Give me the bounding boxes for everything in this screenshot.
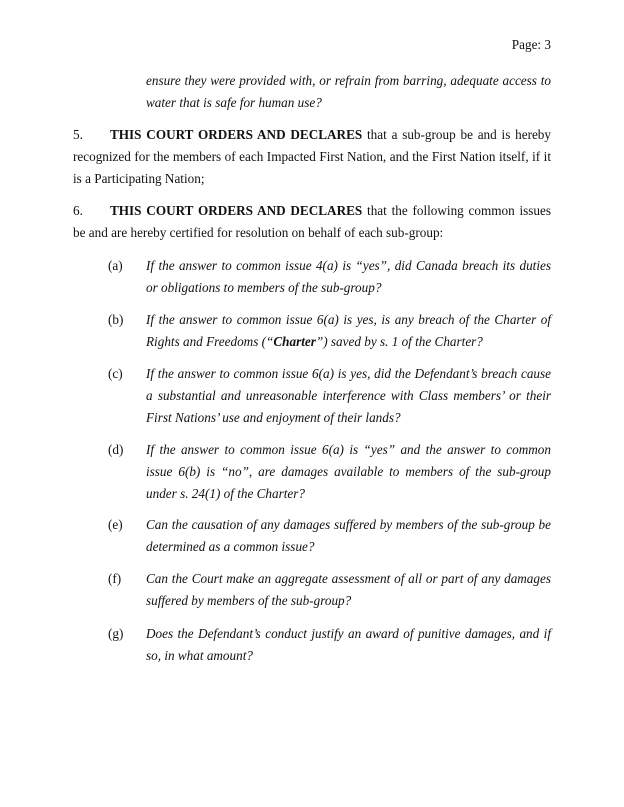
issue-item-f (108, 568, 551, 612)
paragraph-text: that a sub-group be and is hereby recognized for the members of each Impacted First Nation, and the First Nation itself, if it is a Participating Nation; (73, 127, 551, 186)
issue-label: (b) (108, 312, 124, 327)
paragraph-5 (73, 124, 551, 190)
issue-text-part: If the answer to common issue 6(a) is yes, is any breach of the Charter of Rights and Freedoms (“ (146, 312, 551, 349)
defined-term: Charter (273, 334, 316, 349)
issue-label: (f) (108, 571, 122, 586)
issue-text: If the answer to common issue 6(a) is “yes” and the answer to common issue 6(b) is “no”, are damages available to members of the sub-group under s. 24(1) of the Charter? (146, 442, 551, 501)
issue-item-a (108, 255, 551, 299)
issue-item-b (108, 309, 551, 353)
issue-item-c (108, 363, 551, 429)
issue-text (146, 309, 551, 353)
paragraph-6 (73, 200, 551, 244)
issue-text: Can the causation of any damages suffered by members of the sub-group be determined as a common issue? (146, 517, 551, 554)
paragraph-number: 6. (73, 203, 83, 218)
issue-text: If the answer to common issue 6(a) is yes, did the Defendant’s breach cause a substantial and unreasonable interference with Class members’ or their First Nations’ use and enjoyment of their lands? (146, 366, 551, 425)
issue-label: (d) (108, 442, 124, 457)
issue-item-d (108, 439, 551, 505)
paragraph-text: that the following common issues be and are hereby certified for resolution on behalf of each sub-group: (73, 203, 552, 240)
issue-label: (e) (108, 517, 123, 532)
issue-text: Can the Court make an aggregate assessment of all or part of any damages suffered by members of the sub-group? (146, 571, 551, 608)
issue-item-g (108, 623, 551, 667)
issue-item-e (108, 514, 551, 558)
paragraph-heading: THIS COURT ORDERS AND DECLARES (110, 127, 363, 142)
paragraph-number: 5. (73, 127, 83, 142)
page-number: Page: 3 (511, 37, 551, 52)
issue-label: (g) (108, 626, 124, 641)
issue-text: If the answer to common issue 4(a) is “yes”, did Canada breach its duties or obligations to members of the sub-group? (146, 258, 551, 295)
issue-label: (a) (108, 258, 123, 273)
issue-label: (c) (108, 366, 123, 381)
paragraph-heading: THIS COURT ORDERS AND DECLARES (110, 203, 363, 218)
issue-text-part: ”) saved by s. 1 of the Charter? (315, 334, 483, 349)
continued-issue-text: ensure they were provided with, or refrain from barring, adequate access to water that is safe for human use? (146, 73, 551, 110)
issue-text: Does the Defendant’s conduct justify an award of punitive damages, and if so, in what amount? (146, 626, 551, 663)
